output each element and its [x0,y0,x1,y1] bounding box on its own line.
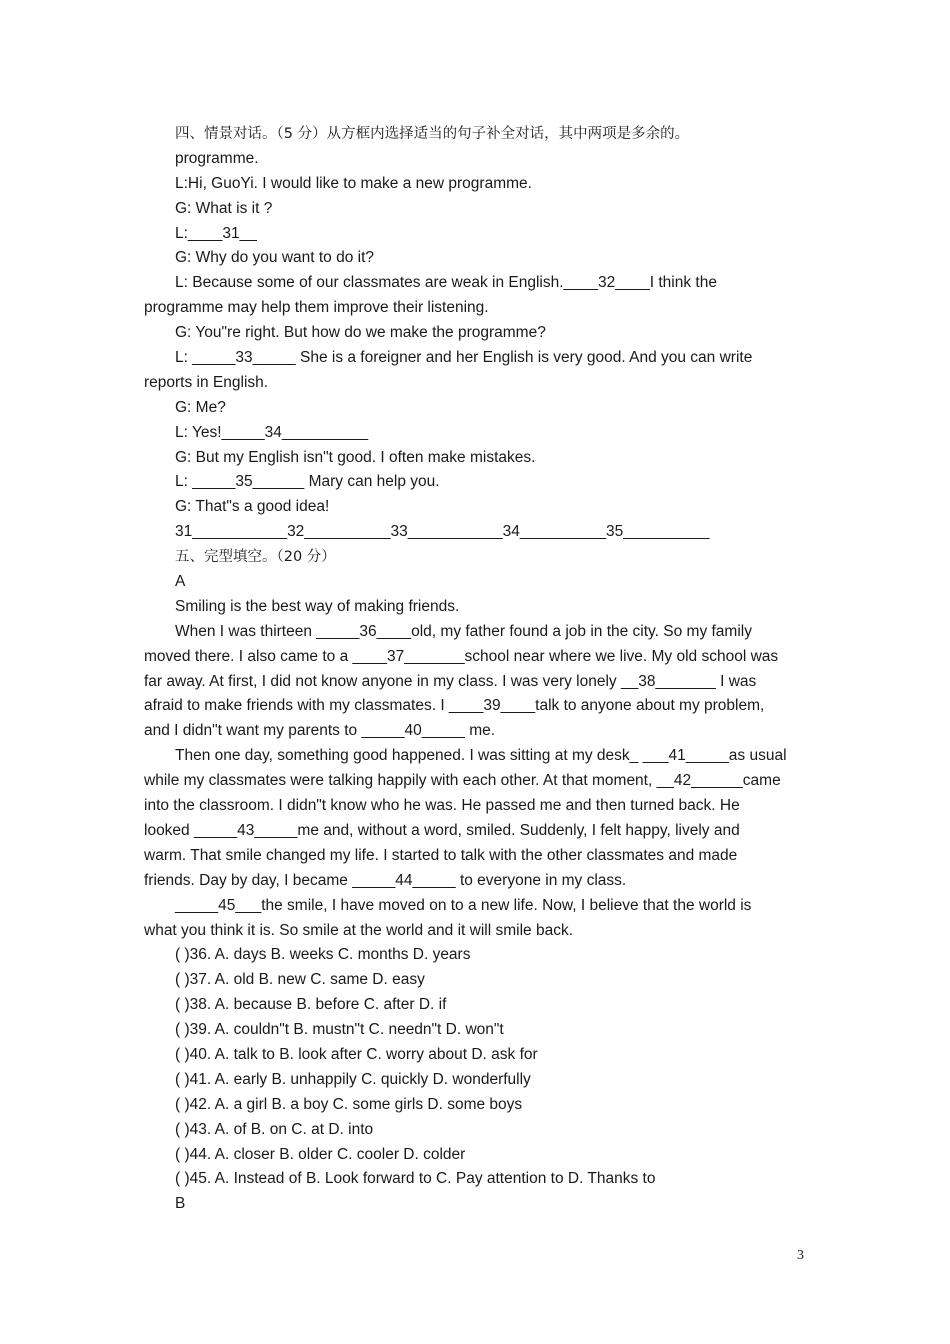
dialogue-line: L: _____33_____ She is a foreigner and her English is very good. And you can write [175,349,753,367]
dialogue-line: L: _____35______ Mary can help you. [175,473,440,491]
page-number: 3 [797,1248,804,1263]
dialogue-line: L: Because some of our classmates are weak in English.____32____I think the [175,274,717,292]
question-item: ( )39. A. couldn"t B. mustn"t C. needn"t D. won"t [175,1021,504,1039]
dialogue-line: G: But my English isn"t good. I often make mistakes. [175,448,536,466]
text-line: programme. [175,149,259,167]
dialogue-line: L: Yes!_____34__________ [175,423,369,441]
passage-line: _____45___the smile, I have moved on to a new life. Now, I believe that the world is [175,896,752,914]
passage-line: Then one day, something good happened. I was sitting at my desk_ ___41_____as usual [175,747,787,765]
passage-line: and I didn"t want my parents to _____40_____ me. [144,722,496,740]
passage-line: When I was thirteen _____36____old, my father found a job in the city. So my family [175,622,752,640]
passage-line: warm. That smile changed my life. I started to talk with the other classmates and made [144,846,738,864]
question-item: ( )40. A. talk to B. look after C. worry about D. ask for [175,1045,538,1063]
passage-line: afraid to make friends with my classmates. I ____39____talk to anyone about my problem, [144,697,765,715]
question-item: ( )44. A. closer B. older C. cooler D. colder [175,1145,466,1163]
passage-line: what you think it is. So smile at the world and it will smile back. [144,921,574,939]
passage-line: into the classroom. I didn"t know who he was. He passed me and then turned back. He [144,797,740,815]
passage-title: Smiling is the best way of making friends. [175,597,460,615]
passage-line: far away. At first, I did not know anyone in my class. I was very lonely __38_______ I was [144,672,757,690]
passage-line: friends. Day by day, I became _____44_____ to everyone in my class. [144,871,627,889]
passage-line: while my classmates were talking happily with each other. At that moment, __42______came [144,772,781,790]
dialogue-line: G: You"re right. But how do we make the programme? [175,324,546,342]
dialogue-line-continued: programme may help them improve their listening. [144,299,489,317]
dialogue-line-continued: reports in English. [144,373,269,391]
dialogue-line: G: Me? [175,398,226,416]
question-item: ( )45. A. Instead of B. Look forward to C. Pay attention to D. Thanks to [175,1170,656,1188]
passage-line: moved there. I also came to a ____37_______school near where we live. My old school was [144,647,779,665]
question-item: ( )43. A. of B. on C. at D. into [175,1120,374,1138]
page-content [144,122,814,1217]
question-item: ( )36. A. days B. weeks C. months D. years [175,946,471,964]
passage-line: looked _____43_____me and, without a word, smiled. Suddenly, I felt happy, lively and [144,821,740,839]
dialogue-line: G: That"s a good idea! [175,498,330,516]
answer-blanks-line: 31___________32__________33___________34__________35__________ [175,523,710,541]
dialogue-line: G: What is it ? [175,199,273,217]
passage-label: B [175,1195,186,1213]
dialogue-line: L:____31__ [175,224,257,242]
passage-label: A [175,573,186,591]
question-item: ( )37. A. old B. new C. same D. easy [175,971,425,989]
section-heading-dialogue: 四、情景对话。（5 分）从方框内选择适当的句子补全对话，其中两项是多余的。 [175,126,690,142]
question-item: ( )41. A. early B. unhappily C. quickly D. wonderfully [175,1070,531,1088]
dialogue-line: L:Hi, GuoYi. I would like to make a new programme. [175,174,532,192]
dialogue-line: G: Why do you want to do it? [175,249,375,267]
question-item: ( )38. A. because B. before C. after D. if [175,996,447,1014]
section-heading-cloze: 五、完型填空。（20 分） [175,549,336,566]
question-item: ( )42. A. a girl B. a boy C. some girls D. some boys [175,1095,523,1113]
